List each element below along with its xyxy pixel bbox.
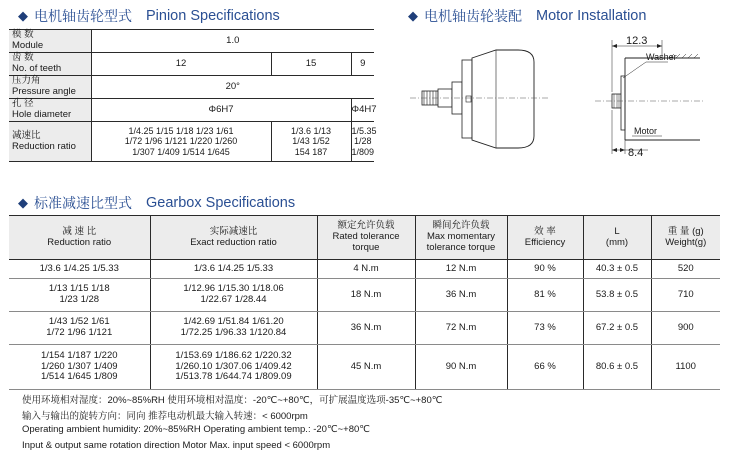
rated-cell: 36 N.m — [317, 312, 415, 345]
washer-shape — [621, 76, 625, 130]
pinion-row-ratio — [9, 122, 374, 162]
length-cell: 80.6 ± 0.5 — [583, 345, 651, 390]
gearbox-section-title — [18, 193, 295, 213]
weight-cell: 1100 — [651, 345, 720, 390]
diamond-bullet-icon: ◆ — [408, 8, 418, 23]
exact-cell: 1/12.96 1/15.30 1/18.06 1/22.67 1/28.44 — [150, 279, 317, 312]
table-row — [9, 312, 720, 345]
table-row — [9, 345, 720, 390]
ratio-label: 减速比 Reduction ratio — [9, 122, 91, 162]
pinion-row-angle — [9, 76, 374, 99]
note-rotation-en: Input & output same rotation direction Motor Max. input speed < 6000rpm — [22, 440, 331, 451]
motor-section-title — [408, 6, 646, 26]
teeth-value-15: 15 — [271, 53, 351, 76]
header-efficiency: 效 率 Efficiency — [507, 216, 583, 260]
motor-installation-diagram — [400, 28, 710, 168]
ratio-cell: 1/154 1/187 1/220 1/260 1/307 1/409 1/514 1/645 1/809 — [9, 345, 150, 390]
momentary-cell: 36 N.m — [415, 279, 507, 312]
exact-cell: 1/42.69 1/51.84 1/61.20 1/72.25 1/96.33 1/120.84 — [150, 312, 317, 345]
length-cell: 40.3 ± 0.5 — [583, 260, 651, 279]
teeth-label: 齿 数 No. of teeth — [9, 53, 91, 76]
momentary-cell: 90 N.m — [415, 345, 507, 390]
rated-cell: 18 N.m — [317, 279, 415, 312]
pinion-row-hole — [9, 99, 374, 122]
motor-title-zh: 电机轴齿轮装配 — [424, 8, 522, 24]
gearbox-title-en: Gearbox Specifications — [146, 195, 296, 211]
table-row — [9, 279, 720, 312]
pinion-row-teeth — [9, 53, 374, 76]
pinion-title-en: Pinion Specifications — [146, 8, 280, 24]
motor-title-en: Motor Installation — [536, 8, 647, 24]
dim-top-label: 12.3 — [626, 35, 648, 47]
hole-value-6h7: Φ6H7 — [91, 99, 351, 122]
ratio-group-12: 1/4.25 1/15 1/18 1/23 1/61 1/72 1/96 1/121 1/220 1/260 1/307 1/409 1/514 1/645 — [91, 122, 271, 162]
hole-label: 孔 径 Hole diameter — [9, 99, 91, 122]
diamond-bullet-icon: ◆ — [18, 195, 28, 210]
teeth-value-9: 9 — [351, 53, 374, 76]
note-rotation-zh: 输入与输出的旋转方向：同向 推荐电动机最大输入转速：< 6000rpm — [22, 411, 308, 422]
efficiency-cell: 81 % — [507, 279, 583, 312]
exact-cell: 1/3.6 1/4.25 1/5.33 — [150, 260, 317, 279]
ratio-group-15: 1/3.6 1/13 1/43 1/52 154 187 — [271, 122, 351, 162]
gearbox-header-row — [9, 216, 720, 260]
motor-label: Motor — [634, 126, 658, 136]
pinion-section-title — [18, 6, 280, 26]
diamond-bullet-icon: ◆ — [18, 8, 28, 23]
ratio-cell: 1/43 1/52 1/61 1/72 1/96 1/121 — [9, 312, 150, 345]
note-humidity-en: Operating ambient humidity: 20%~85%RH Operating ambient temp.: -20℃~+80℃ — [22, 424, 370, 435]
header-weight: 重 量 (g) Weight(g) — [651, 216, 720, 260]
weight-cell: 900 — [651, 312, 720, 345]
module-label: 模 数 Module — [9, 30, 91, 53]
efficiency-cell: 66 % — [507, 345, 583, 390]
pinion-title-zh: 电机轴齿轮型式 — [34, 8, 132, 24]
exact-cell: 1/153.69 1/186.62 1/220.32 1/260.10 1/307.06 1/409.42 1/513.78 1/644.74 1/809.09 — [150, 345, 317, 390]
efficiency-cell: 73 % — [507, 312, 583, 345]
table-row — [9, 260, 720, 279]
weight-cell: 520 — [651, 260, 720, 279]
motor-body-shape — [472, 50, 534, 148]
angle-value: 20° — [91, 76, 374, 99]
pinion-row-module — [9, 30, 374, 53]
gearbox-title-zh: 标准减速比型式 — [34, 195, 132, 211]
header-momentary: 瞬间允许负载 Max momentary tolerance torque — [415, 216, 507, 260]
efficiency-cell: 90 % — [507, 260, 583, 279]
length-cell: 53.8 ± 0.5 — [583, 279, 651, 312]
rated-cell: 4 N.m — [317, 260, 415, 279]
pinion-spec-table — [9, 29, 377, 162]
teeth-value-12: 12 — [91, 53, 271, 76]
module-value: 1.0 — [91, 30, 374, 53]
header-exact: 实际减速比 Exact reduction ratio — [150, 216, 317, 260]
angle-label: 压力角 Pressure angle — [9, 76, 91, 99]
header-length: L (mm) — [583, 216, 651, 260]
dim-bottom-label: 8.4 — [628, 147, 644, 159]
ratio-group-9: 1/5.35 1/28 1/809 — [351, 122, 374, 162]
washer-label: Washer — [646, 52, 677, 62]
hole-value-4h7: Φ4H7 — [351, 99, 374, 122]
rated-cell: 45 N.m — [317, 345, 415, 390]
gearbox-spec-table — [9, 215, 720, 390]
weight-cell: 710 — [651, 279, 720, 312]
momentary-cell: 12 N.m — [415, 260, 507, 279]
header-ratio: 减 速 比 Reduction ratio — [9, 216, 150, 260]
note-humidity-zh: 使用环境相对湿度：20%~85%RH 使用环境相对温度：-20℃~+80℃，可扩展温度选项-35℃~+80℃ — [22, 395, 443, 406]
header-rated: 额定允许负载 Rated tolerance torque — [317, 216, 415, 260]
momentary-cell: 72 N.m — [415, 312, 507, 345]
ratio-cell: 1/13 1/15 1/18 1/23 1/28 — [9, 279, 150, 312]
length-cell: 67.2 ± 0.5 — [583, 312, 651, 345]
ratio-cell: 1/3.6 1/4.25 1/5.33 — [9, 260, 150, 279]
